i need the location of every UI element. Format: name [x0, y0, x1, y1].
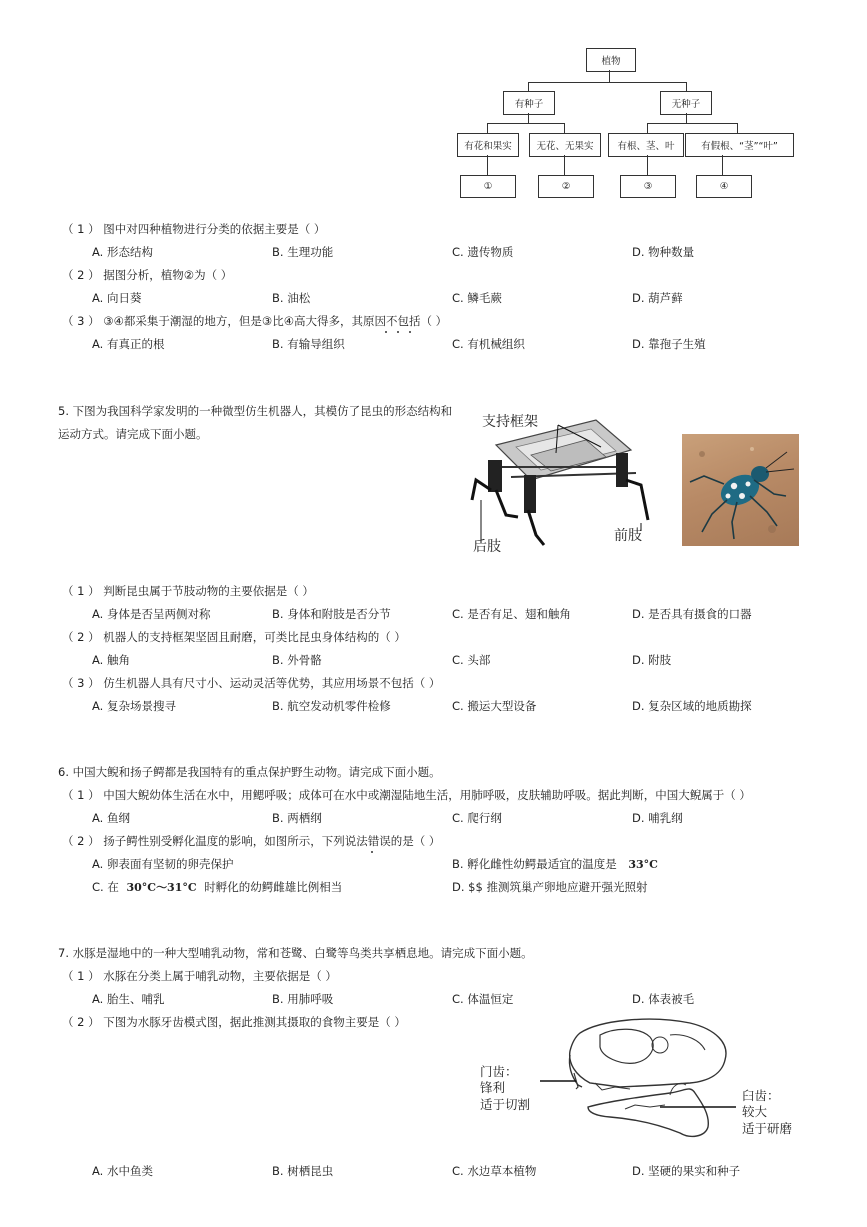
q4-s2-opt-d[interactable]: D. 葫芦藓 — [632, 291, 683, 305]
q6-s2-opt-d[interactable]: D. $$ 推测筑巢产卵地应避开强光照射 — [452, 880, 648, 894]
q7-s1-stem: （ 1 ） 水豚在分类上属于哺乳动物，主要依据是（ ） — [62, 969, 337, 983]
q5-s2-opt-a[interactable]: A. 触角 — [92, 653, 130, 667]
tree-leaf-3: 有根、茎、叶 — [608, 133, 684, 157]
q5-s3-stem: （ 3 ） 仿生机器人具有尺寸小、运动灵活等优势，其应用场景不包括（ ） — [62, 676, 441, 690]
q6-s2-opt-b-text: B. 孵化雌性幼鳄最适宜的温度是 — [452, 857, 617, 871]
q7-s1-opt-c[interactable]: C. 体温恒定 — [452, 992, 514, 1006]
q4-s3-opt-d[interactable]: D. 靠孢子生殖 — [632, 337, 706, 351]
tree-num-3: ③ — [620, 175, 676, 198]
q5-s3-opt-d[interactable]: D. 复杂区域的地质勘探 — [632, 699, 752, 713]
q4-s2-opt-a[interactable]: A. 向日葵 — [92, 291, 142, 305]
q4-s2-opt-b[interactable]: B. 油松 — [272, 291, 311, 305]
q7-s1-opt-d[interactable]: D. 体表被毛 — [632, 992, 695, 1006]
q6-s2-opt-b[interactable] — [452, 856, 658, 872]
q5-s1-opt-a[interactable]: A. 身体是否呈两侧对称 — [92, 607, 211, 621]
q5-s1-opt-b[interactable]: B. 身体和附肢是否分节 — [272, 607, 391, 621]
q7-s2-opt-b[interactable]: B. 树栖昆虫 — [272, 1164, 334, 1178]
tree-num-1: ① — [460, 175, 516, 198]
q4-s1-stem: （ 1 ） 图中对四种植物进行分类的依据主要是（ ） — [62, 222, 326, 236]
q4-s3-opt-a[interactable]: A. 有真正的根 — [92, 337, 165, 351]
incisor-label-1: 门齿： — [480, 1064, 518, 1079]
q7-intro: 7. 水豚是湿地中的一种大型哺乳动物，常和苍鹭、白鹭等鸟类共享栖息地。请完成下面小题。 — [58, 946, 533, 960]
q6-s2-opt-a[interactable]: A. 卵表面有坚韧的卵壳保护 — [92, 857, 234, 871]
q5-intro-2: 运动方式。请完成下面小题。 — [58, 427, 208, 441]
capybara-skull-figure — [540, 1015, 740, 1145]
q5-s3-opt-a[interactable]: A. 复杂场景搜寻 — [92, 699, 176, 713]
q6-s1-opt-c[interactable]: C. 爬行纲 — [452, 811, 502, 825]
q4-s2-opt-c[interactable]: C. 鳞毛蕨 — [452, 291, 502, 305]
beetle-drawing — [682, 434, 799, 546]
q4-s3-opt-b[interactable]: B. 有输导组织 — [272, 337, 345, 351]
q6-s2-opt-c-text2: 时孵化的幼鳄雌雄比例相当 — [204, 880, 343, 894]
q5-intro-1: 5. 下图为我国科学家发明的一种微型仿生机器人，其模仿了昆虫的形态结构和 — [58, 404, 453, 418]
q6-intro: 6. 中国大鲵和扬子鳄都是我国特有的重点保护野生动物。请完成下面小题。 — [58, 765, 441, 779]
q7-s1-opt-a[interactable]: A. 胎生、哺乳 — [92, 992, 165, 1006]
tree-num-2: ② — [538, 175, 594, 198]
q5-s2-stem: （ 2 ） 机器人的支持框架坚固且耐磨，可类比昆虫身体结构的（ ） — [62, 630, 406, 644]
molar-label-3: 适于研磨 — [742, 1121, 793, 1136]
tree-root: 植物 — [586, 48, 636, 72]
skull-drawing — [540, 1015, 740, 1145]
q5-s3-opt-c[interactable]: C. 搬运大型设备 — [452, 699, 537, 713]
q4-s3-stem: （ 3 ） ③④都采集于潮湿的地方，但是③比④高大得多，其原因不包括（ ） — [62, 314, 448, 328]
incisor-label-3: 适于切割 — [480, 1097, 531, 1112]
q6-s1-stem: （ 1 ） 中国大鲵幼体生活在水中，用鳃呼吸；成体可在水中或潮湿陆地生活，用肺呼吸，皮肤辅助呼吸。据此判断，中国大鲵属于（ ） — [62, 788, 751, 802]
q4-s1-opt-c[interactable]: C. 遗传物质 — [452, 245, 514, 259]
q6-s1-opt-a[interactable]: A. 鱼纲 — [92, 811, 130, 825]
q4-s3-opt-c[interactable]: C. 有机械组织 — [452, 337, 525, 351]
incisor-label-2: 锋利 — [480, 1080, 506, 1095]
tree-seed: 有种子 — [503, 91, 555, 115]
q7-s2-opt-c[interactable]: C. 水边草本植物 — [452, 1164, 537, 1178]
molar-label-1: 臼齿： — [742, 1088, 780, 1103]
tree-leaf-4: 有假根、“茎”“叶” — [685, 133, 794, 157]
q4-s1-opt-d[interactable]: D. 物种数量 — [632, 245, 695, 259]
q6-s1-opt-d[interactable]: D. 哺乳纲 — [632, 811, 683, 825]
q4-s1-opt-a[interactable]: A. 形态结构 — [92, 245, 153, 259]
tree-num-4: ④ — [696, 175, 752, 198]
q6-s2-opt-c-range: 30°C～31°C — [126, 881, 197, 894]
q7-s1-opt-b[interactable]: B. 用肺呼吸 — [272, 992, 334, 1006]
q6-s2-stem: （ 2 ） 扬子鳄性别受孵化温度的影响，如图所示，下列说法错误的是（ ） — [62, 834, 441, 848]
q7-s2-opt-d[interactable]: D. 坚硬的果实和种子 — [632, 1164, 741, 1178]
q5-s1-stem: （ 1 ） 判断昆虫属于节肢动物的主要依据是（ ） — [62, 584, 314, 598]
robot-label-frame: 支持框架 — [482, 414, 538, 430]
tree-leaf-1: 有花和果实 — [457, 133, 519, 157]
q7-s2-stem: （ 2 ） 下图为水豚牙齿模式图，据此推测其摄取的食物主要是（ ） — [62, 1015, 406, 1029]
q4-s1-opt-b[interactable]: B. 生理功能 — [272, 245, 334, 259]
q5-s1-opt-c[interactable]: C. 是否有足、翅和触角 — [452, 607, 571, 621]
q5-s2-opt-c[interactable]: C. 头部 — [452, 653, 491, 667]
q6-s2-opt-c[interactable] — [92, 879, 342, 895]
q6-s2-opt-b-temp: 33°C — [628, 858, 658, 871]
q5-s2-opt-b[interactable]: B. 外骨骼 — [272, 653, 322, 667]
tree-noseed: 无种子 — [660, 91, 712, 115]
tree-leaf-2: 无花、无果实 — [529, 133, 601, 157]
q4-s2-stem: （ 2 ） 据图分析，植物②为（ ） — [62, 268, 233, 282]
molar-label-2: 较大 — [742, 1104, 768, 1119]
q5-s3-opt-b[interactable]: B. 航空发动机零件检修 — [272, 699, 391, 713]
q6-s2-opt-c-text1: C. 在 — [92, 880, 119, 894]
q5-s1-opt-d[interactable]: D. 是否具有摄食的口器 — [632, 607, 752, 621]
robot-label-hind: 后肢 — [473, 539, 501, 555]
beetle-photo — [682, 434, 799, 546]
q6-s1-opt-b[interactable]: B. 两栖纲 — [272, 811, 322, 825]
q5-s2-opt-d[interactable]: D. 附肢 — [632, 653, 672, 667]
robot-label-fore: 前肢 — [614, 528, 642, 544]
q7-s2-opt-a[interactable]: A. 水中鱼类 — [92, 1164, 153, 1178]
